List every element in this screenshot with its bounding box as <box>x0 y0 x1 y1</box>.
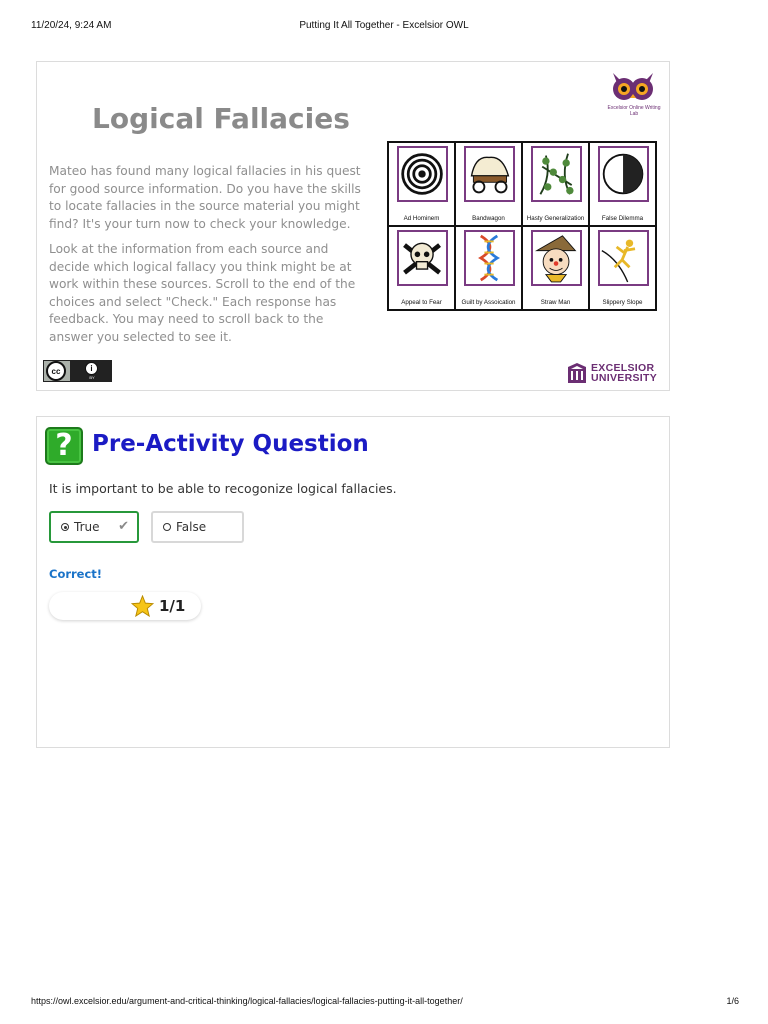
fallacy-card <box>456 143 521 225</box>
fallacy-card <box>523 227 588 309</box>
slide-title: Logical Fallacies <box>92 102 350 135</box>
checkmark-icon: ✔ <box>118 519 129 534</box>
wordmark-line-2: UNIVERSITY <box>591 372 658 384</box>
page-url: https://owl.excelsior.edu/argument-and-critical-thinking/logical-fallacies/logical-fallacies-putting-it-all-together/ <box>31 996 463 1006</box>
intro-slide <box>36 61 670 391</box>
person-icon: i <box>85 362 98 375</box>
slide-paragraph-intro: Mateo has found many logical fallacies in his quest for good source information. Do you have the skills to locate fallacies in the source material you might find? It's your turn now to check your knowledge. <box>49 164 361 231</box>
option-false[interactable] <box>151 511 244 543</box>
half-moon-icon <box>598 146 649 202</box>
question-heading: Pre-Activity Question <box>92 431 369 457</box>
owl-caption: Excelsior Online Writing Lab <box>607 105 661 117</box>
score-value: 1/1 <box>159 597 186 615</box>
dna-helix-icon <box>464 230 515 286</box>
option-label: False <box>176 520 207 534</box>
page-count: 1/6 <box>726 996 739 1006</box>
question-mark-icon: ? <box>45 427 83 465</box>
fallacy-card <box>590 227 655 309</box>
university-building-icon <box>567 362 587 384</box>
fallacy-label: Slippery Slope <box>602 299 643 306</box>
option-true[interactable] <box>49 511 139 543</box>
vines-icon <box>531 146 582 202</box>
radio-selected-icon <box>61 523 69 531</box>
skull-crossbones-icon <box>397 230 448 286</box>
fallacy-label: False Dilemma <box>601 215 644 222</box>
fallacy-card <box>590 143 655 225</box>
pre-activity-question-card <box>36 416 670 748</box>
radio-unselected-icon <box>163 523 171 531</box>
fallacy-card <box>389 143 454 225</box>
score-pill <box>49 592 201 620</box>
scarecrow-icon <box>531 230 582 286</box>
feedback-message: Correct! <box>49 567 103 581</box>
falling-person-icon <box>598 230 649 286</box>
print-page-title: Putting It All Together - Excelsior OWL <box>299 20 469 31</box>
license-by-label: BY <box>89 375 95 380</box>
fallacy-label: Ad Hominem <box>403 215 440 222</box>
wordmark-line-1: EXCELSIOR <box>591 362 655 374</box>
slide-paragraph-instructions: Look at the information from each source and decide which logical fallacy you think might be at work within these sources. Scroll to the end of the choices and select "Check." Each response has feedback. You may need to scroll back to the answer you selected to see it. <box>49 242 356 344</box>
fallacy-card <box>456 227 521 309</box>
covered-wagon-icon <box>464 146 515 202</box>
question-text: It is important to be able to recogonize logical fallacies. <box>49 481 397 496</box>
fallacy-label: Hasty Generalization <box>526 215 585 222</box>
fallacy-label: Appeal to Fear <box>401 299 442 306</box>
creative-commons-license-icon[interactable] <box>43 360 112 382</box>
fallacy-card <box>523 143 588 225</box>
fallacy-card <box>389 227 454 309</box>
star-icon <box>131 595 154 617</box>
fallacy-label: Straw Man <box>540 299 571 306</box>
fallacy-grid <box>387 141 657 311</box>
fallacy-label: Bandwagon <box>472 215 505 222</box>
print-footer <box>0 996 768 1010</box>
option-label: True <box>74 520 100 534</box>
excelsior-university-logo[interactable] <box>567 362 657 384</box>
license-by-segment <box>70 361 112 381</box>
target-icon <box>397 146 448 202</box>
cc-icon: cc <box>46 361 66 381</box>
print-header <box>0 20 768 34</box>
fallacy-label: Guilt by Assoication <box>461 299 516 306</box>
university-wordmark <box>591 363 657 383</box>
print-datetime: 11/20/24, 9:24 AM <box>31 20 112 31</box>
